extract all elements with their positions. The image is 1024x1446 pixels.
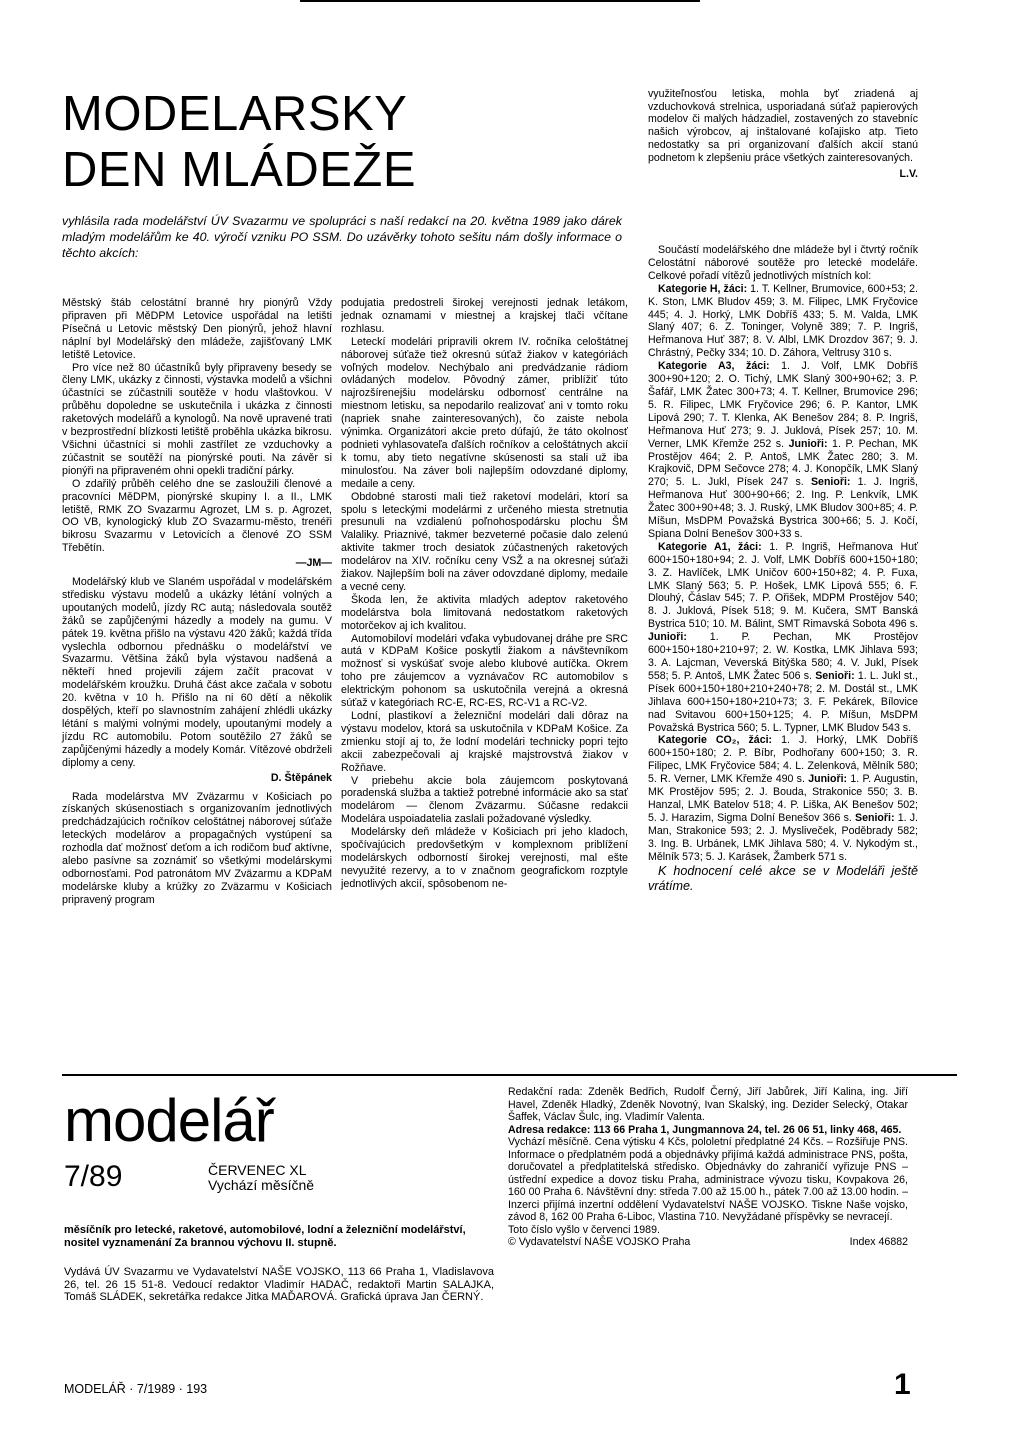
editorial-board: Redakční rada: Zdeněk Bedřich, Rudolf Černý, Jiří Jabůrek, Jiří Kalina, ing. Jiří Havel, Zdeněk Hladký, Zdeněk Novotný, Ivan Skalský, ing. Dezider Selecký, Otakar Šaffek, Václav Šulc, ing. Vladimír Valenta. xyxy=(508,1086,908,1123)
signature: —JM— xyxy=(295,557,332,570)
distribution-info: Vychází měsíčně. Cena výtisku 4 Kčs, pololetní předplatné 24 Kčs. – Rozšiřuje PNS. Informace o předplatném podá a objednávky přijímá každá administrace PNS, pošta, doručovatel a předplatitelská středisko. Objednávky do zahraničí vyřizuje PNS – ústřední expedice a dovoz tisku Praha, administrace vývozu tisku, Kovpakova 26, 160 00 Praha 6. Návštěvní dny: středa 7.00 až 15.00 h., pátek 7.00 až 13.00 hodin. – Inzerci přijímá inzertní oddělení Vydavatelství NAŠE VOJSKO. Tiskne Naše vojsko, závod 8, 162 00 Praha 6-Liboc, Vlastina 710. Nevyžádané příspěvky se nevracejí. xyxy=(508,1136,908,1223)
article-column-3-top xyxy=(648,88,918,181)
magazine-tagline: měsíčník pro letecké, raketové, automobilové, lodní a železniční modelářství, nositel vyznamenání Za brannou výchovu II. stupně. xyxy=(64,1224,466,1249)
category-label: Senioři: xyxy=(810,476,851,489)
paragraph: Modelársky deň mládeže v Košiciach pri jeho kladoch, spočívajúcich predovšetkým v komplexnom priblížení modelárskych odborností širokej verejnosti, mal ešte nevyužité rezervy, a to v značnom geografickom rozptyle jednotlivých akcií, spôsobenom ne- xyxy=(341,826,628,890)
paragraph: Leteckí modelári pripravili okrem IV. ročníka celoštátnej náborovej súťaže tiež okresnú súťaž žiakov v kategóriách voľných modelov. Nechýbalo ani predvádzanie rádiom ovládaných modelov. Pôvodný zámer, priblížiť túto najrozšírenejšiu modelársku odbornosť centrálne na miestnom letisku, sa nepodarilo realizovať ani v tomto roku (napriek snahe zainteresovaných), čo zaiste nebola výnimka. Organizátori akcie preto dúfajú, že táto okolnosť podnieti vyhlasovateľa ďalších ročníkov a celoštátnych akcií k tomu, aby tieto negatívne skúsenosti sa stali už iba minulosťou. Na záver boli najlepším odovzdané diplomy, medaile a ceny. xyxy=(341,335,628,490)
category-label: Junioři: xyxy=(648,631,687,644)
category-label: Kategorie A3, žáci: xyxy=(658,360,770,373)
results-text: 1. J. Man, Strakonice 593; 2. J. Mysliveček, Poděbrady 582; 3. Ing. B. Urbánek, LMK Jihlava 580; 4. V. Nykodým st., Mělník 573; 5. J. Karásek, Žamberk 571 s. xyxy=(648,811,918,863)
paragraph: využiteľnosťou letiska, mohla byť zriadená aj vzduchovková strelnica, usporiadaná súťaž papierových modelov či malých hádzadiel, zostavených zo stavebníc našich výrobcov, aj inštalované koľajisko atp. Tieto nedostatky sa pri organizovaní ďalších akcií stanú podnetom k zlepšeniu práce všetkých zainteresovaných. xyxy=(648,88,918,164)
category-label: Senioři: xyxy=(815,669,855,682)
signature: L.V. xyxy=(899,168,918,181)
paragraph: Pro více než 80 účastníků byly připraveny besedy se členy LMK, ukázky z činnosti, výstavka modelů a všichni účastníci se zúčastnili soutěže v hodu vlaštovkou. V průběhu dopoledne se uskutečnila i ukázka z činnosti raketových modelářů a kynologů. Na nově upravené trati v bezprostřední blízkosti letiště proběhla ukázka bikrosu. Všichni účastníci si mohli zastřílet ze vzduchovky a zúčastnit se soutěží na pionýrské pouti. Na závěr si pionýři na připraveném ohni opekli tradiční párky. xyxy=(62,361,332,477)
intro-text: vyhlásila rada modelářství ÚV Svazarmu ve spolupráci s naší redakcí na 20. května 1989 jako dárek mladým modelářům ke 40. výročí vzniku PO SSM. Do uzávěrky tohoto sešitu nám došly informace o těchto akcích: xyxy=(62,214,622,260)
paragraph: Součástí modelářského dne mládeže byl i čtvrtý ročník Celostátní náborové soutěže pro letecké modeláře. Celkové pořadí vítězů jednotlivých místních kol: xyxy=(648,244,918,282)
paragraph: Obdobné starosti mali tiež raketoví modelári, ktorí sa spolu s leteckými modelármi z určeného miesta stretnutia presunuli na vzdialenú poľnohospodársku plochu ŠM Valaliky. Priaznivé, takmer bezveterné počasie dalo zelenú aktivite takmer troch desiatok zúčastnených raketových modelárov na XIV. ročníku ceny VSŽ a na okresnej súťaži žiakov. Najlepším boli na záver odovzdané diplomy, medaile a vecné ceny. xyxy=(341,490,628,593)
results-text: 1. J. Volf, LMK Dobříš 300+90+120; 2. O. Tichý, LMK Slaný 300+90+62; 3. P. Šafář, LMK Žatec 300+73; 4. T. Kellner, Brumovice 296; 5. R. Filipec, LMK Fryčovice 296; 6. P. Kantor, LMK Lipová 290; 7. T. Klenka, AK Benešov 284; 8. P. Ingriš, Heřmanova Huť 273; 9. J. Juklová, Písek 257; 10. M. Verner, LMK Křemže 252 s. xyxy=(648,360,918,450)
category-label: Senioři: xyxy=(855,811,895,824)
result-block xyxy=(648,360,918,541)
category-label: Kategorie CO₂, žáci: xyxy=(658,734,773,747)
paragraph: Rada modelárstva MV Zväzarmu v Košiciach po získaných skúsenostiach s organizovaním jednotlivých predchádzajúcich ročníkov celoštátnej náborovej súťaže leteckých modelárov a propagačných vystúpení sa rozhodla dať možnosť deťom a ich rodičom buď aktívne, alebo pasívne sa zoznámiť so všetkými modelárskymi odbornosťami. Pod patronátom MV Zväzarmu a KDPaM modelárske kluby a krúžky zo Zväzarmu v Košiciach pripravený program xyxy=(62,790,332,906)
paragraph: O zdařilý průběh celého dne se zasloužili členové a pracovníci MěDPM, pionýrské skupiny I. a II., LMK letiště, RMK ZO Svazarmu Agrozet, LM s. p. Agrozet, OO VB, kynologický klub ZO Svazarmu-město, trenéři bikrosu Svazarmu v Letovicích a členové ZO SSM Třebětín. xyxy=(62,477,332,555)
paragraph: Lodní, plastikoví a železniční modelári dali dôraz na výstavu modelov, ktorá sa uskutočnila v KDPaM Košice. Za zmienku stojí aj to, že lodní modelári technicky popri tejto akcii zabezpečovali aj krajské majstrovstvá žiakov v Rožňave. xyxy=(341,710,628,774)
magazine-logo: modelář xyxy=(64,1087,274,1154)
publisher-info: Vydává ÚV Svazarmu ve Vydavatelství NAŠE VOJSKO, 113 66 Praha 1, Vladislavova 26, tel. 26 15 51-8. Vedoucí redaktor Vladimír HADAČ, redaktoři Martin SALAJKA, Tomáš SLÁDEK, sekretářka redakce Jitka MAĎAROVÁ. Grafická úprava Jan ČERNÝ. xyxy=(64,1266,494,1303)
category-label: Kategorie H, žáci: xyxy=(658,282,748,295)
article-column-1 xyxy=(62,297,332,907)
issue-month: ČERVENEC XL xyxy=(208,1162,307,1178)
paragraph: V priebehu akcie bola záujemcom poskytovaná poradenská služba a taktiež potrebné informácie ako sa stať modelárom — členom Zväzarmu. Súčasne redakcii Modelára uspoiadatelia zaslali požadované výsledky. xyxy=(341,774,628,826)
index-number: Index 46882 xyxy=(849,1236,908,1248)
results-text: 1. P. Pechan, MK Prostějov 464; 2. P. Antoš, LMK Žatec 280; 3. M. Krajkovič, DPM Sečovce 278; 4. J. Konopčík, LMK Slaný 270; 5. L. Jukl, Písek 247 s. xyxy=(648,437,918,489)
category-label: Junioři: xyxy=(808,773,848,786)
category-label: Kategorie A1, žáci: xyxy=(658,540,762,553)
results-text: 1. P. Pechan, MK Prostějov 600+150+180+210+97; 2. W. Kostka, LMK Jihlava 593; 3. A. Lajcman, Veverská Bitýška 580; 4. V. Jukl, Písek 558; 5. P. Antoš, LMK Žatec 506 s. xyxy=(648,631,918,682)
results-text: 1. J. Horký, LMK Dobříš 600+150+180; 2. P. Bíbr, Podhořany 600+150; 3. R. Filipec, LMK Fryčovice 584; 4. L. Zelenková, Mělník 580; 5. R. Verner, LMK Křemže 490 s. xyxy=(648,734,918,786)
closing-note: K hodnocení celé akce se v Modeláři ještě vrátíme. xyxy=(648,863,918,893)
top-rule xyxy=(300,0,700,2)
paragraph: Městský štáb celostátní branné hry pionýrů Vždy připraven při MěDPM Letovice uspořádal na letišti Písečná u Letovic městský Den pionýrů, jehož hlavní náplní byl Modelářský den mládeže, zajišťovaný LMK letiště Letovice. xyxy=(62,297,332,361)
paragraph: Škoda len, že aktivita mladých adeptov raketového modelárstva bola limitovaná nedostatkom raketových motorčekov aj ich kvalitou. xyxy=(341,593,628,632)
title-line-2: DEN MLÁDEŽE xyxy=(62,143,417,197)
editorial-info xyxy=(508,1086,908,1249)
result-block xyxy=(648,541,918,735)
issue-frequency: Vychází měsíčně xyxy=(208,1177,315,1193)
page-number: 1 xyxy=(894,1368,911,1401)
results-text: 1. L. Jukl st., Písek 600+150+180+210+240+78; 2. M. Dostál st., LMK Jihlava 600+150+180+210+73; 3. F. Pekárek, Bílovice nad Svitavou 600+150+125; 4. P. Míšun, MsDPM Považská Bystrica 560; 5. L. Typner, LMK Bludov 543 s. xyxy=(648,669,918,734)
result-block xyxy=(648,283,918,360)
paragraph: Automobiloví modelári vďaka vybudovanej dráhe pre SRC autá v KDPaM Košice poskytli žiakom a návštevníkom možnosť si vyskúšať svoje alebo klubové autíčka. Okrem toho pre záujemcov a vyznávačov RC automobilov s elektrickým pohonom sa uskutočnila verejná a okresná súťaž v kategóriach RC-E, RC-ES, RC-V1 a RC-V2. xyxy=(341,632,628,710)
results-text: 1. T. Kellner, Brumovice, 600+53; 2. K. Ston, LMK Bludov 459; 3. M. Filipec, LMK Fryčovice 445; 4. J. Horký, LMK Dobříš 433; 5. M. Valda, LMK Slaný 407; 6. Z. Toninger, Volyně 389; 7. P. Ingriš, Heřmanova Huť 387; 8. V. Albl, LMK Drozdov 367; 9. J. Chrástný, Pečky 334; 10. D. Záhora, Veltrusy 310 s. xyxy=(648,282,918,360)
results-text: 1. P. Augustin, MK Prostějov 595; 2. J. Bouda, Strakonice 550; 3. B. Hanzal, LMK Batelov 518; 4. P. Liška, AK Benešov 502; 5. J. Harazim, Sigma Dolní Benešov 366 s. xyxy=(648,773,918,824)
results-text: 1. P. Ingriš, Heřmanova Huť 600+150+180+94; 2. J. Volf, LMK Dobříš 600+150+180; 3. Z. Havlíček, LMK Uničov 600+150+82; 4. P. Fuxa, LMK Slaný 563; 5. P. Hošek, LMK Lipová 555; 6. F. Dlouhý, Čáslav 545; 7. P. Ořišek, MDPM Prostějov 540; 8. J. Juklová, Písek 518; 9. M. Kučera, SMT Banská Bystrica 510; 10. M. Bálint, SMT Rimavská Sobota 496 s. xyxy=(648,540,918,631)
issue-number: 7/89 xyxy=(64,1160,123,1193)
signature: D. Štěpánek xyxy=(270,771,332,784)
category-label: Junioři: xyxy=(788,437,828,450)
article-column-2 xyxy=(341,297,628,891)
title-line-1: MODELARSKY xyxy=(62,87,408,141)
editorial-address: Adresa redakce: 113 66 Praha 1, Jungmannova 24, tel. 26 06 51, linky 468, 465. xyxy=(508,1123,902,1136)
results-column xyxy=(648,244,918,894)
release-note: Toto číslo vyšlo v červenci 1989. xyxy=(508,1223,660,1236)
copyright: © Vydavatelství NAŠE VOJSKO Praha xyxy=(508,1236,691,1248)
paragraph: podujatia predostreli širokej verejnosti jednak letákom, jednak oznamami v miestnej a krajskej tlači včítane rozhlasu. xyxy=(341,297,628,335)
masthead-rule xyxy=(62,1074,957,1076)
paragraph: Modelářský klub ve Slaném uspořádal v modelářském středisku výstavu modelů a ukázky létání volných a upoutaných modelů, jízdy RC autą; následovala soutěž žáků se zapůjčenými házedly a modely na gumu. V pátek 19. května přišlo na výstavu 420 žáků; každá třída vyslechla odbornou přednášku o modelářství ve Svazarmu. Většina žáků byla výstavou nadšená a někteří hned projevili zájem začít pracovat v modelářském kroužku. Druhá část akce začala v sobotu 20. května v 10 h. Přišlo na ni 60 dětí a několik dospělých, kteří po slavnostním zahájení zhlédli ukázky létání s malými volnými modely, upoutanými modely a jízdu RC automobilu. Potom soutěžilo 27 žáků se zapůjčenými házedly a modely Komár. Vítězové obdrželi diplomy a ceny. xyxy=(62,576,332,769)
results-text: 1. J. Ingriš, Heřmanova Huť 300+90+66; 2. Ing. P. Lenkvík, LMK Žatec 300+90+48; 3. J. Ruský, LMK Bludov 300+85; 4. P. Míšun, MsDPM Považská Bystrica 300+66; 5. J. Kočí, Spiana Dolní Benešov 300+33 s. xyxy=(648,476,918,540)
result-block xyxy=(648,734,918,863)
page-footer: MODELÁŘ · 7/1989 · 193 xyxy=(64,1382,208,1396)
